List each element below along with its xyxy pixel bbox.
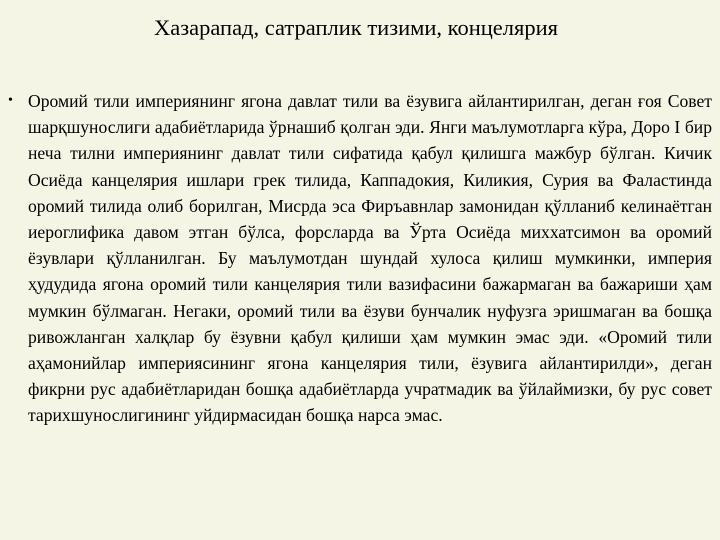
body-paragraph: Оромий тили империянинг ягона давлат тили ва ёзувига айлантирилган, деган ғоя Совет шарқшунослиги адабиётларида ўрнашиб қолган эди. Янги маълумотларга кўра, Доро I бир неча тилни империянинг давлат тили сифатида қабул қилишга мажбур бўлган. Кичик Осиёда канцелярия ишлари грек тилида, Каппадокия, Киликия, Сурия ва Фаластинда оромий тилида олиб борилган, Мисрда эса Фиръавнлар замонидан қўлланиб келинаётган иероглифика давом этган бўлса, форсларда ва Ўрта Осиёда миххатсимон ва оромий ёзувлари қўлланилган. Бу маълумотдан шундай хулоса қилиш мумкинки, империя ҳудудида ягона оромий тили канцелярия тили вазифасини бажармаган ва бажариши ҳам мумкин бўлмаган. Негаки, оромий тили ва ёзуви бунчалик нуфузга эришмаган ва бошқа ривожланган халқлар бу ёзувни қабул қилиши ҳам мумкин эмас эди. «Оромий тили аҳамонийлар империясининг ягона канцелярия тили, ёзувига айлантирилди», деган фикрни рус адабиётларидан бошқа адабиётларда учратмадик ва ўйлаймизки, бу рус совет тарихшунослигининг уйдирмасидан бошқа нарса эмас. bbox=[28, 91, 712, 426]
slide-title: Хазарапад, сатраплик тизими, концелярия bbox=[153, 15, 558, 40]
bullet-marker: • bbox=[8, 93, 13, 108]
